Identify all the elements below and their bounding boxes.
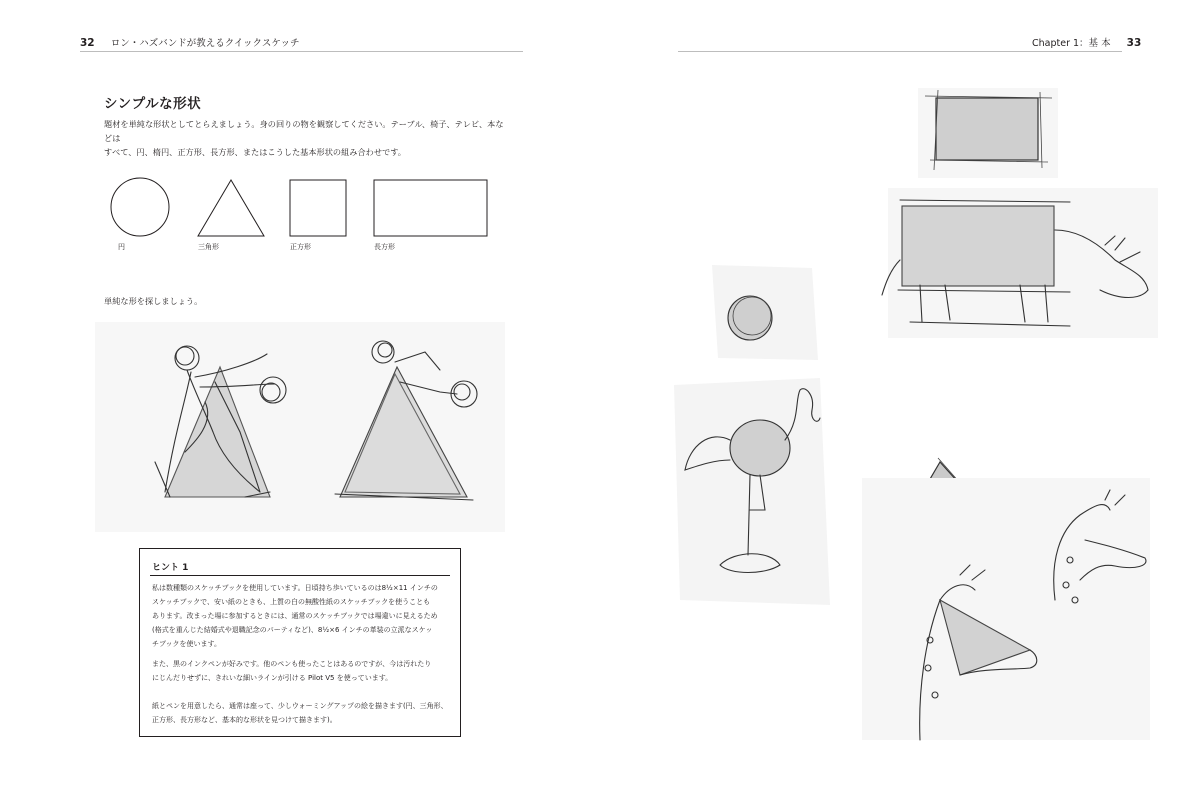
figure-sketch-image [95, 322, 505, 532]
hint-paragraph [152, 699, 452, 727]
hint-paragraph [152, 581, 452, 651]
shape-label-rectangle: 長方形 [374, 243, 395, 251]
running-title: ロン・ハズバンドが教えるクイックスケッチ [110, 38, 300, 49]
chapter-label: Chapter 1：基 本 [1032, 38, 1111, 49]
hint-line: チブックを使います。 [152, 640, 221, 648]
giraffe-sketch [862, 478, 1150, 740]
flamingo-sketch [674, 378, 830, 605]
circle-sketch [712, 265, 818, 360]
rectangle-sketch [918, 88, 1058, 178]
hint-box [139, 548, 461, 737]
triangle-shape-icon [198, 180, 264, 236]
shape-label-circle: 円 [118, 243, 125, 251]
right-page [600, 0, 1200, 811]
hint-line: また、黒のインクペンが好みです。他のペンも使ったことはあるのですが、今は汚れたり [152, 660, 432, 668]
hint-line: 私は数種類のスケッチブックを使用しています。日頃持ち歩いているのは8½×11 インチの [152, 584, 438, 592]
hint-line: にじんだりせずに、きれいな細いラインが引ける Pilot V5 を使っています。 [152, 674, 393, 682]
shape-label-triangle: 三角形 [198, 243, 219, 251]
circle-shape-icon [111, 178, 169, 236]
hint-line: あります。改まった場に参加するときには、通常のスケッチブックでは場違いに見えるため [152, 612, 438, 620]
shape-label-square: 正方形 [290, 243, 311, 251]
basic-shapes-figure [0, 0, 600, 260]
hint-paragraph [152, 657, 452, 685]
hint-line: スケッチブックで、安い紙のときも、上質の白の無酸性紙のスケッチブックを使うことも [152, 598, 431, 606]
square-shape-icon [290, 180, 346, 236]
section-title: シンプルな形状 [104, 96, 202, 112]
intro-line: すべて、円、楕円、正方形、長方形、またはこうした基本形状の組み合わせです。 [104, 147, 406, 157]
hint-line: (格式を重んじた結婚式や退職記念のパーティなど)、8½×6 インチの革装の立派なスケッ [152, 626, 433, 634]
intro-line: 題材を単純な形状としてとらえましょう。身の回りの物を観察してください。テーブル、椅子、テレビ、本などは [104, 119, 504, 143]
left-page-number: 32 [80, 37, 95, 49]
rhino-sketch [882, 188, 1158, 338]
hint-title: ヒント 1 [152, 563, 189, 573]
hint-line: 紙とペンを用意したら、通常は座って、少しウォーミングアップの絵を描きます(円、三角形、 [152, 702, 448, 710]
hint-line: 正方形、長方形など、基本的な形状を見つけて描きます)。 [152, 716, 337, 724]
sketches-collage-image [600, 0, 1200, 811]
rectangle-shape-icon [374, 180, 487, 236]
find-shapes-text: 単純な形を探しましょう。 [104, 296, 203, 306]
right-page-number: 33 [1126, 37, 1142, 49]
hint-rule [150, 575, 450, 576]
